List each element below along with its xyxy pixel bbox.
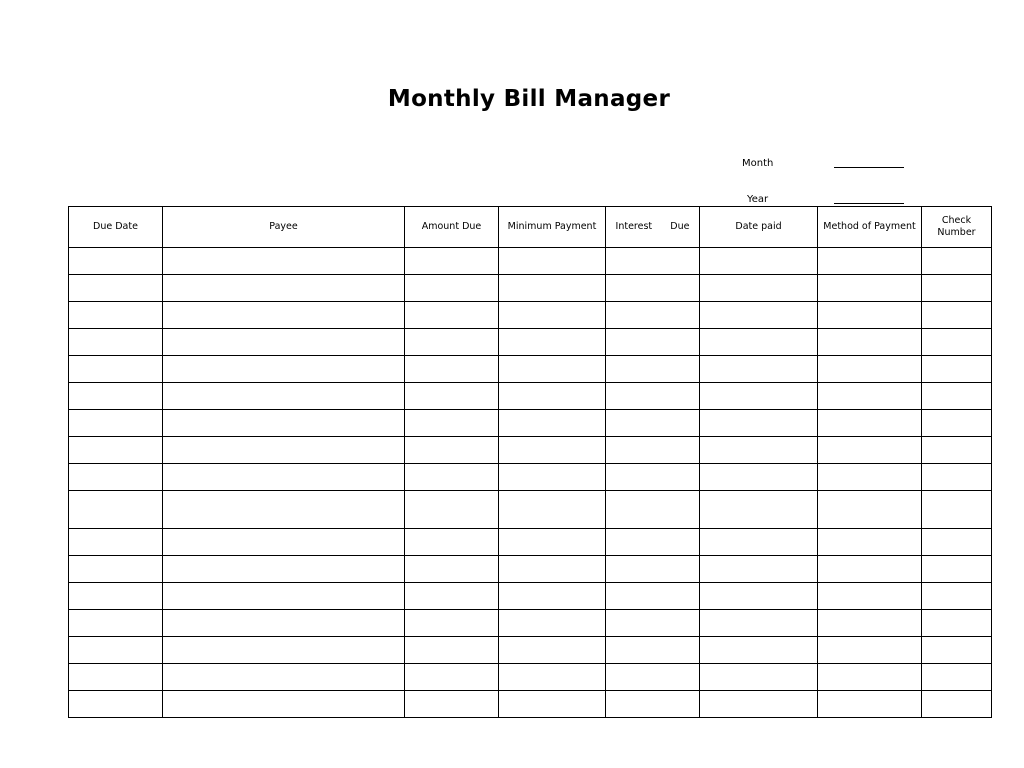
column-header-amount-due: Amount Due [405,207,499,248]
cell-due-date[interactable] [69,329,163,356]
column-header-interest-due: Interest Due [606,207,700,248]
year-blank-line[interactable] [834,203,904,204]
year-label: Year [747,194,769,205]
cell-payee[interactable] [163,302,405,329]
cell-amount-due[interactable] [405,275,499,302]
cell-method-of-payment[interactable] [818,583,922,610]
cell-payee[interactable] [163,583,405,610]
cell-method-of-payment[interactable] [818,383,922,410]
cell-interest-due[interactable] [606,302,700,329]
cell-interest-due[interactable] [606,410,700,437]
cell-due-date[interactable] [69,664,163,691]
cell-payee[interactable] [163,383,405,410]
cell-minimum-payment[interactable] [499,437,606,464]
cell-interest-due[interactable] [606,491,700,529]
cell-date-paid[interactable] [700,610,818,637]
cell-amount-due[interactable] [405,610,499,637]
table-row [69,329,992,356]
cell-amount-due[interactable] [405,691,499,718]
table-row [69,410,992,437]
cell-payee[interactable] [163,491,405,529]
cell-minimum-payment[interactable] [499,383,606,410]
cell-date-paid[interactable] [700,356,818,383]
cell-check-number[interactable] [922,464,992,491]
table-row [69,529,992,556]
bill-table [68,206,992,718]
cell-due-date[interactable] [69,410,163,437]
page-title: Monthly Bill Manager [387,86,671,112]
cell-method-of-payment[interactable] [818,410,922,437]
cell-interest-due[interactable] [606,637,700,664]
cell-minimum-payment[interactable] [499,691,606,718]
cell-check-number[interactable] [922,275,992,302]
bill-rows [69,248,992,718]
cell-interest-due[interactable] [606,464,700,491]
table-row [69,637,992,664]
table-row [69,437,992,464]
cell-due-date[interactable] [69,637,163,664]
cell-interest-due[interactable] [606,275,700,302]
cell-method-of-payment[interactable] [818,329,922,356]
cell-interest-due[interactable] [606,583,700,610]
cell-amount-due[interactable] [405,437,499,464]
column-header-check-number: Check Number [922,207,992,248]
cell-check-number[interactable] [922,383,992,410]
column-header-due-date: Due Date [69,207,163,248]
table-row [69,491,992,529]
cell-date-paid[interactable] [700,664,818,691]
cell-due-date[interactable] [69,356,163,383]
cell-check-number[interactable] [922,691,992,718]
table-row [69,610,992,637]
cell-due-date[interactable] [69,556,163,583]
cell-method-of-payment[interactable] [818,464,922,491]
cell-due-date[interactable] [69,529,163,556]
cell-date-paid[interactable] [700,275,818,302]
cell-amount-due[interactable] [405,556,499,583]
cell-interest-due[interactable] [606,329,700,356]
cell-payee[interactable] [163,248,405,275]
cell-interest-due[interactable] [606,356,700,383]
cell-amount-due[interactable] [405,383,499,410]
cell-interest-due[interactable] [606,691,700,718]
cell-payee[interactable] [163,329,405,356]
cell-amount-due[interactable] [405,410,499,437]
month-label: Month [742,158,774,169]
cell-payee[interactable] [163,529,405,556]
column-header-method-of-payment: Method of Payment [818,207,922,248]
cell-check-number[interactable] [922,637,992,664]
cell-date-paid[interactable] [700,464,818,491]
table-row [69,383,992,410]
cell-method-of-payment[interactable] [818,302,922,329]
cell-check-number[interactable] [922,356,992,383]
cell-due-date[interactable] [69,691,163,718]
cell-date-paid[interactable] [700,329,818,356]
cell-method-of-payment[interactable] [818,529,922,556]
table-row [69,464,992,491]
cell-due-date[interactable] [69,275,163,302]
cell-amount-due[interactable] [405,329,499,356]
cell-date-paid[interactable] [700,437,818,464]
cell-interest-due[interactable] [606,437,700,464]
cell-date-paid[interactable] [700,637,818,664]
cell-minimum-payment[interactable] [499,610,606,637]
cell-date-paid[interactable] [700,302,818,329]
cell-date-paid[interactable] [700,410,818,437]
column-header-payee: Payee [163,207,405,248]
cell-method-of-payment[interactable] [818,610,922,637]
table-row [69,302,992,329]
cell-amount-due[interactable] [405,637,499,664]
cell-check-number[interactable] [922,529,992,556]
cell-due-date[interactable] [69,491,163,529]
cell-method-of-payment[interactable] [818,491,922,529]
cell-minimum-payment[interactable] [499,302,606,329]
cell-interest-due[interactable] [606,529,700,556]
cell-date-paid[interactable] [700,691,818,718]
cell-method-of-payment[interactable] [818,356,922,383]
cell-date-paid[interactable] [700,529,818,556]
cell-due-date[interactable] [69,583,163,610]
cell-amount-due[interactable] [405,464,499,491]
cell-method-of-payment[interactable] [818,248,922,275]
cell-check-number[interactable] [922,664,992,691]
header-row [69,207,992,248]
cell-interest-due[interactable] [606,556,700,583]
cell-check-number[interactable] [922,248,992,275]
table-row [69,583,992,610]
cell-due-date[interactable] [69,464,163,491]
cell-payee[interactable] [163,275,405,302]
cell-due-date[interactable] [69,248,163,275]
cell-date-paid[interactable] [700,556,818,583]
cell-payee[interactable] [163,410,405,437]
cell-minimum-payment[interactable] [499,356,606,383]
cell-amount-due[interactable] [405,491,499,529]
cell-minimum-payment[interactable] [499,329,606,356]
cell-payee[interactable] [163,556,405,583]
cell-minimum-payment[interactable] [499,556,606,583]
cell-date-paid[interactable] [700,583,818,610]
cell-date-paid[interactable] [700,248,818,275]
cell-minimum-payment[interactable] [499,583,606,610]
cell-amount-due[interactable] [405,529,499,556]
cell-due-date[interactable] [69,610,163,637]
cell-minimum-payment[interactable] [499,491,606,529]
cell-minimum-payment[interactable] [499,664,606,691]
month-blank-line[interactable] [834,167,904,168]
cell-method-of-payment[interactable] [818,556,922,583]
table-row [69,275,992,302]
cell-minimum-payment[interactable] [499,464,606,491]
cell-date-paid[interactable] [700,491,818,529]
cell-check-number[interactable] [922,437,992,464]
cell-check-number[interactable] [922,491,992,529]
cell-interest-due[interactable] [606,248,700,275]
cell-payee[interactable] [163,691,405,718]
cell-due-date[interactable] [69,437,163,464]
cell-date-paid[interactable] [700,383,818,410]
column-header-date-paid: Date paid [700,207,818,248]
cell-amount-due[interactable] [405,248,499,275]
cell-method-of-payment[interactable] [818,664,922,691]
cell-payee[interactable] [163,637,405,664]
table-row [69,664,992,691]
cell-payee[interactable] [163,356,405,383]
cell-check-number[interactable] [922,556,992,583]
cell-minimum-payment[interactable] [499,275,606,302]
table-row [69,556,992,583]
cell-payee[interactable] [163,664,405,691]
cell-interest-due[interactable] [606,383,700,410]
cell-check-number[interactable] [922,329,992,356]
cell-interest-due[interactable] [606,610,700,637]
table-row [69,356,992,383]
cell-amount-due[interactable] [405,356,499,383]
cell-method-of-payment[interactable] [818,437,922,464]
table-row [69,691,992,718]
cell-check-number[interactable] [922,302,992,329]
column-header-minimum-payment: Minimum Payment [499,207,606,248]
cell-minimum-payment[interactable] [499,529,606,556]
cell-payee[interactable] [163,610,405,637]
cell-minimum-payment[interactable] [499,248,606,275]
cell-amount-due[interactable] [405,583,499,610]
cell-minimum-payment[interactable] [499,410,606,437]
cell-method-of-payment[interactable] [818,275,922,302]
cell-minimum-payment[interactable] [499,637,606,664]
cell-due-date[interactable] [69,383,163,410]
cell-payee[interactable] [163,464,405,491]
cell-due-date[interactable] [69,302,163,329]
cell-check-number[interactable] [922,583,992,610]
cell-amount-due[interactable] [405,302,499,329]
cell-payee[interactable] [163,437,405,464]
table-row [69,248,992,275]
cell-method-of-payment[interactable] [818,691,922,718]
cell-check-number[interactable] [922,410,992,437]
cell-method-of-payment[interactable] [818,637,922,664]
cell-amount-due[interactable] [405,664,499,691]
cell-interest-due[interactable] [606,664,700,691]
cell-check-number[interactable] [922,610,992,637]
